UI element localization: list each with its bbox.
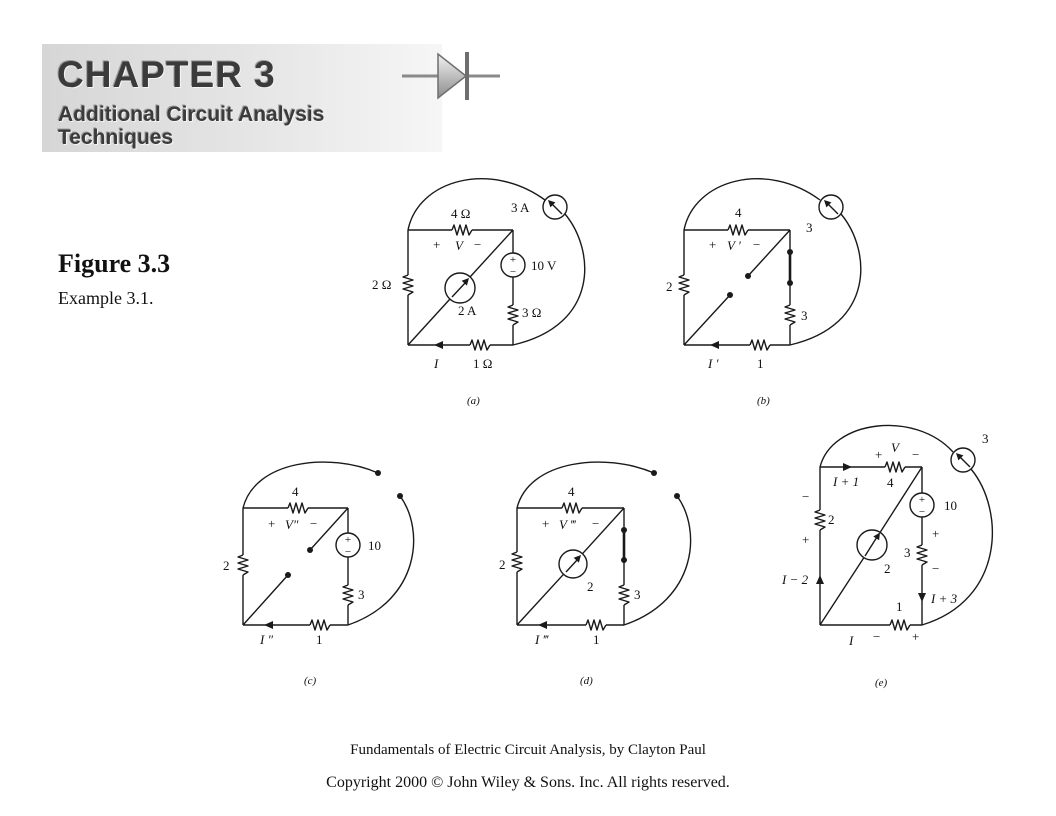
current-arrow: [710, 341, 719, 349]
label-voltage-minus: −: [912, 447, 920, 462]
label-outer-source: 3: [806, 220, 813, 235]
label-left-minus: −: [802, 489, 810, 504]
current-source-outer: [951, 448, 975, 472]
label-resistor-left: 2: [828, 512, 835, 527]
subfigure-caption: (a): [467, 395, 480, 407]
label-current: I ′: [708, 356, 719, 371]
label-resistor-top: 4: [887, 475, 894, 490]
label-resistor-top: 4: [568, 484, 575, 499]
label-resistor-top: 4: [735, 205, 742, 220]
voltage-source-minus: −: [918, 506, 926, 518]
label-voltage-minus: −: [592, 516, 600, 531]
label-current-left: I − 2: [782, 572, 809, 587]
label-right-plus: +: [932, 526, 940, 541]
open-terminal-dot: [674, 493, 680, 499]
label-bottom-minus: −: [873, 629, 881, 644]
open-terminal-dot: [651, 470, 657, 476]
current-source-center: [559, 550, 587, 578]
label-voltage-source: 10: [368, 538, 381, 553]
open-terminal-dot: [375, 470, 381, 476]
label-current: I ‴: [535, 632, 549, 647]
open-terminal-dot: [285, 572, 291, 578]
resistor-bottom: [310, 620, 330, 630]
label-voltage-source: 10: [944, 498, 957, 513]
label-resistor-right: 3: [358, 587, 365, 602]
circuit-a: [372, 179, 585, 407]
subfigure-caption: (d): [580, 675, 593, 687]
resistor-left: [512, 552, 522, 572]
copyright-notice: Copyright 2000 © John Wiley & Sons. Inc. All rights reserved.: [326, 774, 730, 791]
resistor-left: [238, 555, 248, 575]
voltage-source-minus: −: [344, 546, 352, 558]
subfigure-caption: (b): [757, 395, 770, 407]
label-voltage-plus: +: [268, 516, 276, 531]
label-voltage: V: [891, 440, 899, 455]
label-bottom-plus: +: [912, 629, 920, 644]
terminal-dot: [787, 280, 793, 286]
label-resistor-right: 3: [801, 308, 808, 323]
voltage-source-plus: +: [918, 494, 926, 506]
label-resistor-bottom: 1: [757, 356, 764, 371]
current-source-center: [857, 530, 887, 560]
label-voltage-minus: −: [474, 237, 482, 252]
resistor-left: [815, 510, 825, 530]
chapter-title-line1: Additional Circuit Analysis: [58, 103, 325, 126]
label-left-plus: +: [802, 532, 810, 547]
current-arrow-right: [918, 593, 926, 602]
figure-title: Figure 3.3: [58, 249, 171, 278]
label-resistor-left: 2 Ω: [372, 277, 392, 292]
label-voltage: V″: [285, 517, 299, 532]
voltage-source-plus: +: [509, 254, 517, 266]
open-terminal-dot: [727, 292, 733, 298]
current-arrow-left: [816, 575, 824, 584]
label-voltage-minus: −: [310, 516, 318, 531]
resistor-bottom: [890, 620, 910, 630]
label-resistor-top: 4 Ω: [451, 206, 471, 221]
diode-icon: [402, 52, 500, 100]
subfigure-caption: (c): [304, 675, 317, 687]
chapter-number: CHAPTER 3: [57, 54, 276, 95]
label-current-right: I + 3: [931, 591, 958, 606]
label-center-source: 2: [884, 561, 891, 576]
label-center-source: 2 A: [458, 303, 477, 318]
terminal-dot: [621, 557, 627, 563]
label-voltage: V ‴: [559, 517, 576, 532]
book-credit: Fundamentals of Electric Circuit Analysis, by Clayton Paul: [350, 742, 706, 758]
label-voltage: V ′: [727, 238, 741, 253]
label-center-source: 2: [587, 579, 594, 594]
resistor-right: [917, 545, 927, 565]
label-right-minus: −: [932, 561, 940, 576]
resistor-bottom: [586, 620, 606, 630]
label-voltage-minus: −: [753, 237, 761, 252]
resistor-bottom: [750, 340, 770, 350]
resistor-right: [785, 305, 795, 325]
resistor-top: [452, 225, 472, 235]
current-arrow: [538, 621, 547, 629]
label-voltage-plus: +: [709, 237, 717, 252]
circuit-b: [666, 179, 861, 407]
current-source-outer: [543, 195, 567, 219]
label-resistor-bottom: 1 Ω: [473, 356, 493, 371]
resistor-top: [562, 503, 582, 513]
label-current: I: [849, 633, 854, 648]
subfigure-caption: (e): [875, 677, 888, 689]
voltage-source-minus: −: [509, 266, 517, 278]
label-voltage-plus: +: [433, 237, 441, 252]
current-source-outer: [819, 195, 843, 219]
label-resistor-right: 3: [634, 587, 641, 602]
label-resistor-right: 3: [904, 545, 911, 560]
outer-loop-wire: [243, 462, 414, 625]
label-current-top: I + 1: [833, 474, 860, 489]
open-terminal-dot: [397, 493, 403, 499]
resistor-right: [508, 305, 518, 325]
label-outer-source: 3: [982, 431, 989, 446]
label-voltage-plus: +: [875, 447, 883, 462]
current-arrow: [264, 621, 273, 629]
outer-loop-wire: [517, 462, 691, 625]
resistor-top: [885, 462, 905, 472]
open-terminal-dot: [307, 547, 313, 553]
current-source-center: [445, 273, 475, 303]
resistor-right: [619, 585, 629, 605]
resistor-left: [403, 275, 413, 295]
circuit-d: [499, 462, 691, 687]
label-voltage-plus: +: [542, 516, 550, 531]
current-arrow: [434, 341, 443, 349]
chapter-title-line2: Techniques: [58, 126, 174, 149]
terminal-dot: [621, 527, 627, 533]
label-voltage-source: 10 V: [531, 258, 557, 273]
label-voltage: V: [455, 238, 463, 253]
circuit-c: [223, 462, 414, 687]
open-terminal-dot: [745, 273, 751, 279]
current-arrow-top: [843, 463, 852, 471]
label-resistor-left: 2: [666, 279, 673, 294]
label-outer-source: 3 A: [511, 200, 530, 215]
resistor-left: [679, 275, 689, 295]
resistor-bottom: [470, 340, 490, 350]
label-current: I ″: [260, 632, 273, 647]
label-resistor-bottom: 1: [316, 632, 323, 647]
label-current: I: [434, 356, 439, 371]
label-resistor-left: 2: [499, 557, 506, 572]
label-resistor-bottom: 1: [896, 599, 903, 614]
resistor-top: [728, 225, 748, 235]
label-resistor-right: 3 Ω: [522, 305, 542, 320]
terminal-dot: [787, 249, 793, 255]
voltage-source-plus: +: [344, 534, 352, 546]
resistor-top: [288, 503, 308, 513]
resistor-right: [343, 585, 353, 605]
circuit-e: [781, 425, 992, 689]
label-resistor-bottom: 1: [593, 632, 600, 647]
label-resistor-top: 4: [292, 484, 299, 499]
figure-caption: Example 3.1.: [58, 288, 154, 308]
label-resistor-left: 2: [223, 558, 230, 573]
